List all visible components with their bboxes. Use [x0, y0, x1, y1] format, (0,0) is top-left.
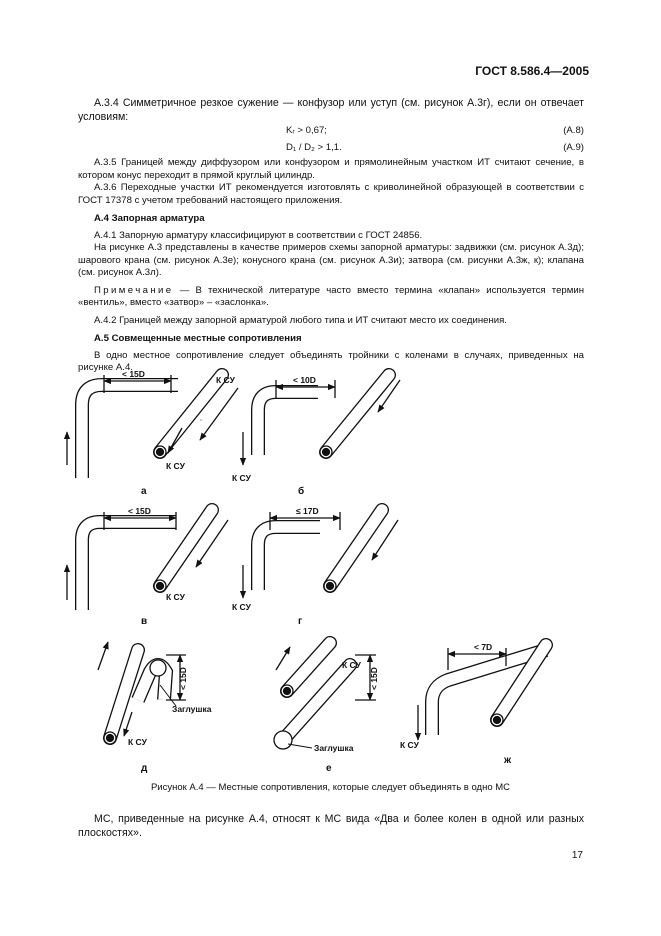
panel-a-letter: а [141, 486, 147, 497]
page-number: 17 [571, 850, 583, 861]
equation-a9-number: (A.9) [563, 142, 584, 153]
equation-a8-number: (A.8) [563, 125, 584, 136]
panel-g-dim: ≤ 17D [296, 506, 319, 516]
paragraph-a35: А.3.5 Границей между диффузором или конфузором и прямолинейным участком ИТ считают сечение, в котором конус переходит в прямой круглый цилиндр. [78, 157, 584, 181]
equation-a8-formula: Kᵣ > 0,67; [286, 125, 327, 136]
panel-a-dim: < 15D [122, 369, 145, 379]
equation-a9-formula: D₁ / D₂ > 1,1. [286, 142, 342, 153]
panel-b-letter: б [298, 486, 305, 497]
figure-caption: Рисунок А.4 — Местные сопротивления, которые следует объединять в одно МС [150, 782, 511, 793]
panel-a-to-su-bottom: К СУ [166, 461, 185, 471]
panel-g [243, 510, 398, 598]
closing-text: МС, приведенные на рисунке А.4, относят к МС вида «Два и более колен в одной или разных плоскостях». [78, 813, 584, 839]
panel-e-dim: < 15D [369, 667, 379, 690]
panel-e-letter: е [326, 763, 332, 774]
panel-v [67, 510, 228, 610]
paragraph-a42: А.4.2 Границей между запорной арматурой любого типа и ИТ считают место их соединения. [94, 314, 507, 326]
panel-zh-letter: ж [504, 755, 512, 766]
panel-e-to-su: К СУ [342, 660, 361, 670]
paragraph-a41: А.4.1 Запорную арматуру классифицируют в соответствии с ГОСТ 24856. [94, 229, 423, 241]
panel-a-to-su-top: К СУ [216, 375, 235, 385]
panel-b-dim: < 10D [293, 375, 316, 385]
panel-v-to-su: К СУ [166, 592, 185, 602]
panel-d-to-su: К СУ [128, 737, 147, 747]
panel-e-plug: Заглушка [314, 743, 354, 753]
panel-e [274, 643, 376, 749]
panel-zh-to-su: К СУ [400, 740, 419, 750]
panel-g-letter: г [298, 616, 303, 627]
panel-g-to-su: К СУ [232, 602, 251, 612]
note-text: — В технической литературе часто вместо термина «клапан» используется термин «вентиль», вместо «затвор» – «заслонка». [78, 284, 584, 308]
panel-v-letter: в [141, 616, 148, 627]
note-label: Примечание [94, 284, 174, 296]
document-header: ГОСТ 8.586.4—2005 [475, 64, 589, 78]
panel-zh [418, 645, 546, 740]
section-a34-text: А.3.4 Симметричное резкое сужение — конфузор или уступ (см. рисунок А.3г), если он отвечает условиям: [78, 97, 584, 123]
panel-d-plug: Заглушка [172, 704, 212, 714]
panel-zh-dim: < 7D [474, 642, 493, 652]
panel-b-to-su: К СУ [232, 473, 251, 483]
panel-d [98, 642, 186, 744]
paragraph-a41b: На рисунке А.3 представлены в качестве примеров схемы запорной арматуры: задвижки (см. рисунок А.3д); шарового крана (см. рисунок А.3е); конусного крана (см. рисунок А.3и); затвора (см. рисунки А.3ж, к); клапана (см. рисунок А.3л). [78, 242, 584, 278]
heading-a4: А.4 Запорная арматура [94, 213, 205, 224]
panel-a [67, 375, 238, 478]
paragraph-a5: В одно местное сопротивление следует объединять тройники с коленами в случаях, приведенных на рисунке А.4. [78, 349, 584, 373]
panel-d-letter: д [141, 763, 148, 774]
heading-a5: А.5 Совмещенные местные сопротивления [94, 333, 302, 344]
panel-b [243, 375, 400, 465]
paragraph-a36: А.3.6 Переходные участки ИТ рекомендуется изготовлять с криволинейной образующей в соответствии с ГОСТ 17378 с учетом требований настоящего приложения. [78, 182, 584, 206]
panel-v-dim: < 15D [128, 506, 151, 516]
panel-d-dim: < 15D [178, 667, 188, 690]
